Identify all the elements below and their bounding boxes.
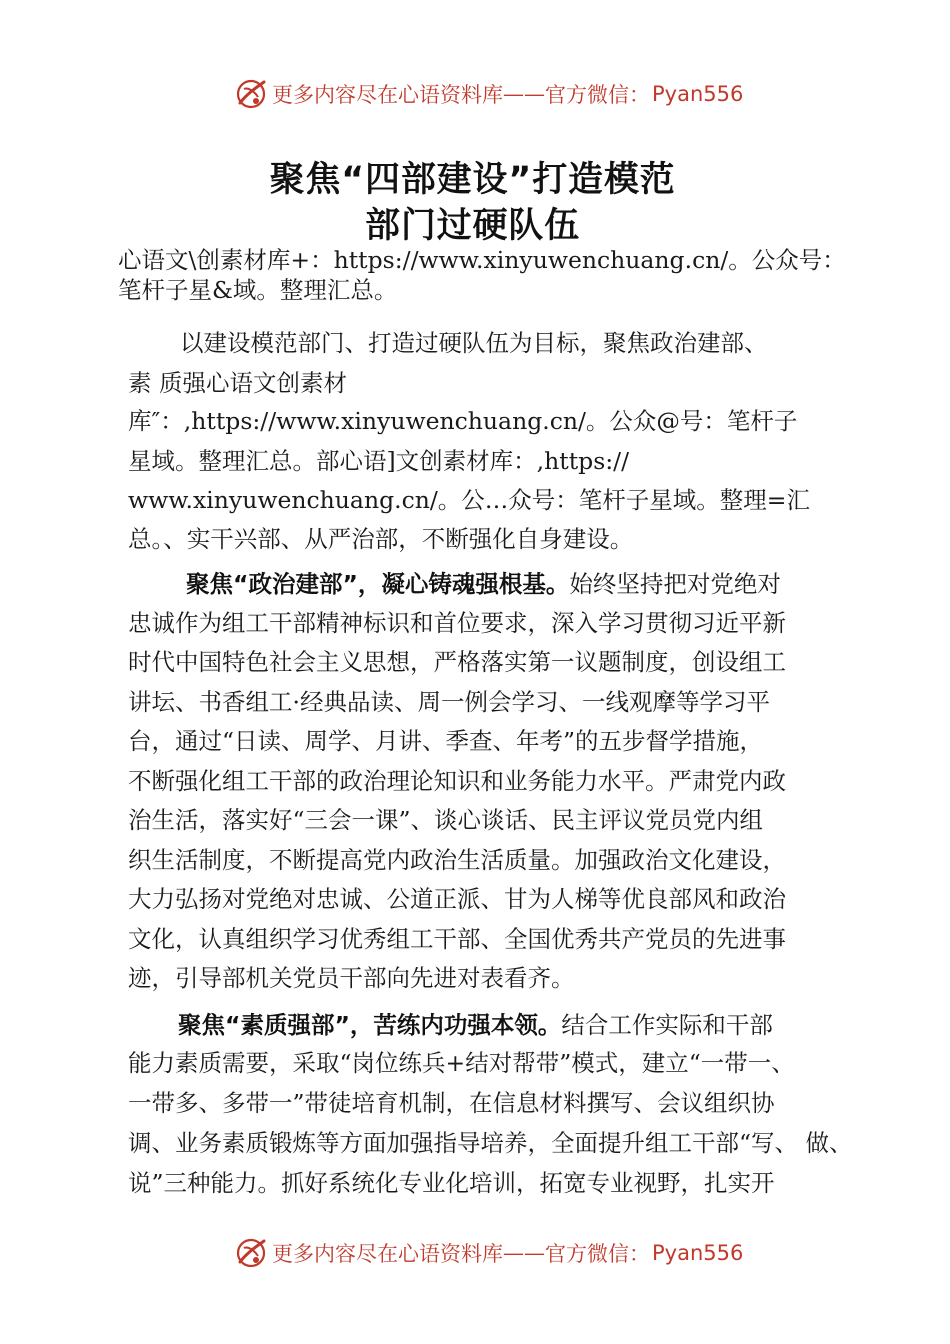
intro-line: www.xinyuwenchuang.cn/。公…众号：笔杆子星域。整理=汇	[128, 486, 810, 514]
watermark-wechat-id: Pyan556	[652, 1241, 744, 1265]
intro-line: 以建设模范部门、打造过硬队伍为目标，聚焦政治建部、	[180, 329, 768, 357]
section2-heading: 聚焦“素质强部”，苦练内功强本领。	[178, 1011, 562, 1039]
watermark-text: 更多内容尽在心语资料库	[272, 1242, 503, 1266]
section1-line: 时代中国特色社会主义思想，严格落实第一议题制度，创设组工	[128, 648, 786, 676]
intro-line: 星域。整理汇总。部心语]文创素材库：,https://	[128, 447, 630, 475]
section2-line: 调、业务素质锻炼等方面加强指导培养，全面提升组工干部“写、 做、	[128, 1129, 853, 1157]
section1-line: 讲坛、书香组工·经典品读、周一例会学习、一线观摩等学习平	[128, 688, 770, 716]
brush-scroll-logo-icon	[234, 1236, 268, 1270]
section1-line: 治生活，落实好“三会一课”、谈心谈话、民主评议党员党内组	[128, 806, 764, 834]
section2-first-line-rest: 结合工作实际和干部	[561, 1011, 773, 1039]
watermark-wechat-id: Pyan556	[652, 82, 744, 106]
document-title-line-2: 部门过硬队伍	[365, 206, 581, 246]
watermark-wechat-label: 官方微信：	[545, 83, 650, 107]
section1-first-line-rest: 始终坚持把对党绝对	[569, 570, 781, 598]
watermark-wechat-label: 官方微信：	[545, 1242, 650, 1266]
watermark-footer	[234, 1235, 743, 1271]
section1-line: 大力弘扬对党绝对忠诚、公道正派、甘为人梯等优良部风和政治	[128, 885, 786, 913]
section1-line: 织生活制度，不断提高党内政治生活质量。加强政治文化建设，	[128, 846, 786, 874]
section1-line: 迹，引导部机关党员干部向先进对表看齐。	[128, 964, 575, 992]
section1-line: 台，通过“日读、周学、月讲、季查、年考”的五步督学措施，	[128, 727, 764, 755]
intro-line: 总。、实干兴部、从严治部，不断强化自身建设。	[128, 525, 634, 553]
source-note-line-1: 心语文\创素材库+：https://www.xinyuwenchuang.cn/。公众号：	[118, 246, 846, 274]
section2-line: 能力素质需要，采取“岗位练兵+结对帮带”模式，建立“一带一、	[128, 1049, 795, 1077]
section1-line: 不断强化组工干部的政治理论知识和业务能力水平。严肃党内政	[128, 767, 786, 795]
watermark-text: 更多内容尽在心语资料库	[272, 83, 503, 107]
section1-first-line	[186, 569, 781, 599]
watermark-separator: ——	[503, 1241, 545, 1265]
section2-first-line	[178, 1010, 773, 1040]
section2-line: 一带多、多带一”带徒培育机制，在信息材料撰写、会议组织协	[128, 1089, 775, 1117]
watermark-header	[234, 76, 743, 112]
section1-line: 忠诚作为组工干部精神标识和首位要求，深入学习贯彻习近平新	[128, 609, 786, 637]
section2-line: 说”三种能力。抓好系统化专业化培训，拓宽专业视野，扎实开	[128, 1169, 775, 1197]
section1-line: 文化，认真组织学习优秀组工干部、全国优秀共产党员的先进事	[128, 925, 786, 953]
section1-heading: 聚焦“政治建部”，凝心铸魂强根基。	[186, 570, 570, 598]
source-note-line-2: 笔杆子星&域。整理汇总。	[118, 276, 398, 304]
intro-line: 素 质强心语文创素材	[128, 369, 347, 397]
watermark-separator: ——	[503, 82, 545, 106]
brush-scroll-logo-icon	[234, 77, 268, 111]
document-title-line-1: 聚焦“四部建设”打造模范	[269, 160, 676, 200]
intro-line: 库″：,https://www.xinyuwenchuang.cn/。公众@号：笔杆子	[128, 407, 798, 435]
